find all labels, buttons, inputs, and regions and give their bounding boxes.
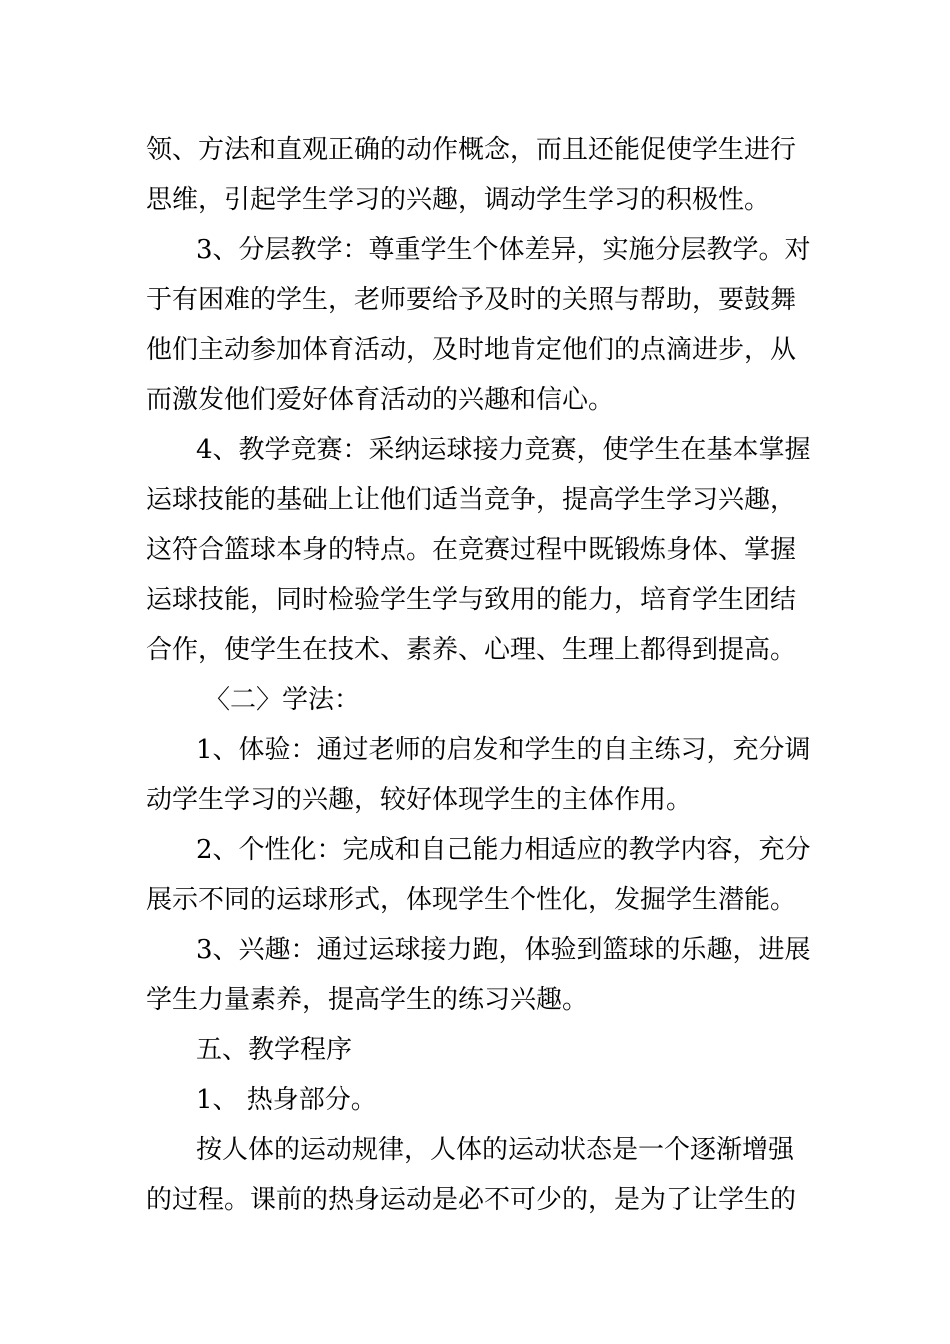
subsection-heading: 1、 热身部分。 (196, 1085, 377, 1115)
paragraph-line: 展示不同的运球形式，体现学生个性化，发掘学生潜能。 (146, 885, 797, 915)
section-heading: 〈二〉学法： (204, 685, 361, 715)
paragraph-line: 学生力量素养，提高学生的练习兴趣。 (146, 985, 589, 1015)
paragraph-line: 运球技能，同时检验学生学与致用的能力，培育学生团结 (146, 585, 797, 615)
paragraph-line: 思维，引起学生学习的兴趣，调动学生学习的积极性。 (146, 185, 771, 215)
paragraph-line: 领、方法和直观正确的动作概念，而且还能促使学生进行 (146, 135, 797, 165)
paragraph-line: 合作，使学生在技术、素养、心理、生理上都得到提高。 (146, 635, 797, 665)
paragraph-line: 按人体的运动规律，人体的运动状态是一个逐渐增强 (196, 1135, 795, 1165)
paragraph-line: 1、体验：通过老师的启发和学生的自主练习，充分调 (196, 735, 811, 765)
paragraph-line: 这符合篮球本身的特点。在竞赛过程中既锻炼身体、掌握 (146, 535, 797, 565)
paragraph-line: 动学生学习的兴趣，较好体现学生的主体作用。 (146, 785, 693, 815)
paragraph-line: 2、个性化：完成和自己能力相适应的教学内容，充分 (196, 835, 811, 865)
paragraph-line: 的过程。课前的热身运动是必不可少的，是为了让学生的 (146, 1185, 797, 1215)
paragraph-line: 运球技能的基础上让他们适当竞争，提高学生学习兴趣， (146, 485, 797, 515)
paragraph-line: 于有困难的学生，老师要给予及时的关照与帮助，要鼓舞 (146, 285, 797, 315)
paragraph-line: 而激发他们爱好体育活动的兴趣和信心。 (146, 385, 615, 415)
paragraph-line: 3、兴趣：通过运球接力跑，体验到篮球的乐趣，进展 (196, 935, 811, 965)
paragraph-line: 他们主动参加体育活动，及时地肯定他们的点滴进步，从 (146, 335, 797, 365)
section-heading: 五、教学程序 (196, 1035, 353, 1065)
paragraph-line: 3、分层教学：尊重学生个体差异，实施分层教学。对 (196, 235, 811, 265)
paragraph-line: 4、教学竞赛：采纳运球接力竞赛，使学生在基本掌握 (196, 435, 811, 465)
